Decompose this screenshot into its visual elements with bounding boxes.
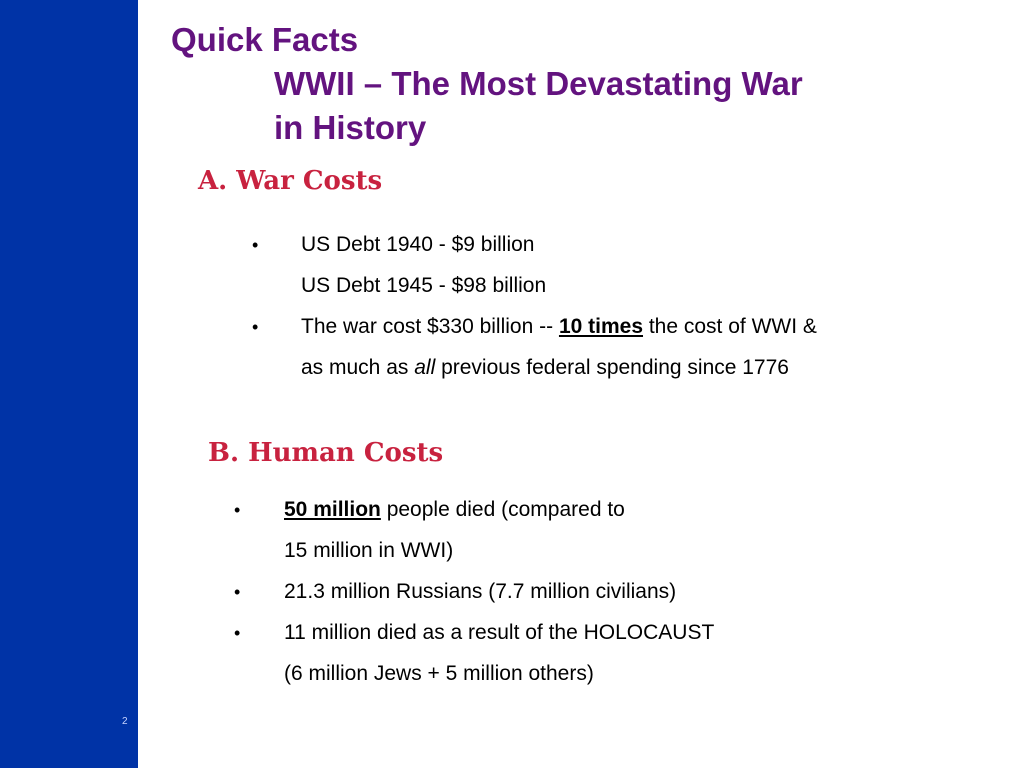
page-number: 2 [122,716,128,727]
section-heading-war-costs: A. War Costs [198,166,383,196]
human-cost-item-2-line-1: 21.3 million Russians (7.7 million civilians) [284,580,677,603]
war-cost-item-2-line-1 [301,313,817,341]
war-cost-text: the cost of WWI & [643,315,817,338]
bullet-marker: • [234,582,241,602]
sidebar-band [0,0,138,768]
war-cost-item-1-line-2: US Debt 1945 - $98 billion [301,274,547,297]
slide-title-line-3: in History [274,109,427,146]
slide-title-line-2: WWII – The Most Devastating War [274,65,803,102]
war-cost-text: previous federal spending since 1776 [435,356,789,379]
human-cost-item-3-line-1: 11 million died as a result of the HOLOCAUST [284,621,715,644]
human-cost-text: people died (compared to [380,498,625,521]
war-cost-item-1-line-1: US Debt 1940 - $9 billion [301,233,535,256]
section-heading-human-costs: B. Human Costs [208,438,444,468]
war-cost-text: The war cost $330 billion -- [301,315,559,338]
war-cost-item-2-line-2 [301,354,789,382]
emphasis-ten-times: 10 times [558,315,644,338]
bullet-marker: • [234,500,241,520]
human-cost-item-1-line-1 [284,496,625,524]
bullet-marker: • [234,623,241,643]
war-cost-text: as much as [301,356,415,379]
emphasis-fifty-million: 50 million [284,498,381,521]
human-cost-item-1-line-2: 15 million in WWI) [284,539,454,562]
slide-title-line-1: Quick Facts [171,21,359,58]
bullet-marker: • [252,317,259,337]
bullet-marker: • [252,235,259,255]
emphasis-all: all [414,356,436,379]
human-cost-item-3-line-2: (6 million Jews + 5 million others) [284,662,594,685]
